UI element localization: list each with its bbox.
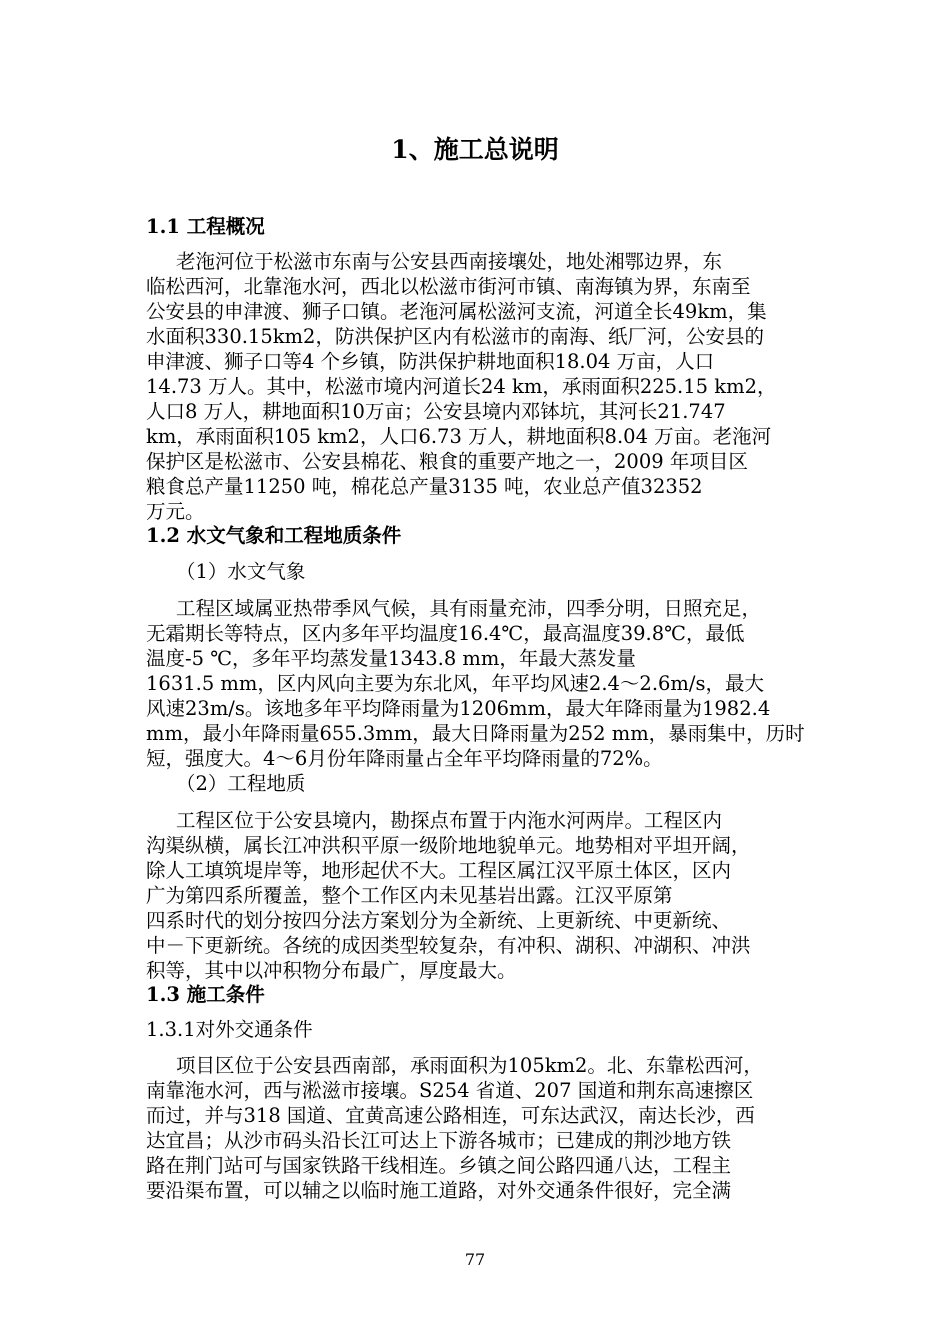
paragraph-line: 要沿渠布置，可以辅之以临时施工道路，对外交通条件很好，完全满 <box>146 1179 732 1202</box>
paragraph-line: 1631.5 mm，区内风向主要为东北风，年平均风速2.4～2.6m/s，最大 <box>146 672 765 695</box>
paragraph-line: 粮食总产量11250 吨，棉花总产量3135 吨，农业总产值32352 <box>146 475 703 498</box>
subsection-label: 1.3.1对外交通条件 <box>146 1018 313 1041</box>
document-title: 1、施工总说明 <box>391 135 559 164</box>
paragraph-line: mm，最小年降雨量655.3mm，最大日降雨量为252 mm，暴雨集中，历时 <box>146 722 805 745</box>
paragraph-line: 人口8 万人，耕地面积10万亩；公安县境内邓钵坑，其河长21.747 <box>146 400 726 423</box>
paragraph-line: 风速23m/s。该地多年平均降雨量为1206mm，最大年降雨量为1982.4 <box>146 697 771 720</box>
section-heading-1-3: 1.3 施工条件 <box>146 983 265 1006</box>
paragraph-line: 积等，其中以冲积物分布最广，厚度最大。 <box>146 959 517 982</box>
paragraph-line: 温度-5 ℃，多年平均蒸发量1343.8 mm，年最大蒸发量 <box>146 647 636 670</box>
paragraph-line: 沟渠纵横，属长江冲洪积平原一级阶地地貌单元。地势相对平坦开阔， <box>146 834 751 857</box>
paragraph-line: 路在荆门站可与国家铁路干线相连。乡镇之间公路四通八达，工程主 <box>146 1154 732 1177</box>
paragraph-line: 老沲河位于松滋市东南与公安县西南接壤处，地处湘鄂边界，东 <box>176 250 723 273</box>
paragraph-line: 中－下更新统。各统的成因类型较复杂，有冲积、湖积、冲湖积、冲洪 <box>146 934 751 957</box>
paragraph-line: 万元。 <box>146 500 205 523</box>
paragraph-line: 保护区是松滋市、公安县棉花、粮食的重要产地之一，2009 年项目区 <box>146 450 748 473</box>
paragraph-line: 公安县的申津渡、狮子口镇。老沲河属松滋河支流，河道全长49km，集 <box>146 300 767 323</box>
paragraph-line: 而过，并与318 国道、宜黄高速公路相连，可东达武汉，南达长沙，西 <box>146 1104 755 1127</box>
paragraph-line: 申津渡、狮子口等4 个乡镇，防洪保护耕地面积18.04 万亩，人口 <box>146 350 715 373</box>
paragraph-line: 14.73 万人。其中，松滋市境内河道长24 km，承雨面积225.15 km2， <box>146 375 777 398</box>
subsection-label: （1）水文气象 <box>176 560 306 583</box>
section-heading-1-1: 1.1 工程概况 <box>146 215 265 238</box>
paragraph-line: 临松西河，北靠沲水河，西北以松滋市街河市镇、南海镇为界，东南至 <box>146 275 751 298</box>
paragraph-line: 广为第四系所覆盖，整个工作区内未见基岩出露。江汉平原第 <box>146 884 673 907</box>
paragraph-line: 水面积330.15km2，防洪保护区内有松滋市的南海、纸厂河，公安县的 <box>146 325 764 348</box>
paragraph-line: 工程区位于公安县境内，勘探点布置于内沲水河两岸。工程区内 <box>176 809 723 832</box>
paragraph-line: 南靠沲水河，西与淞滋市接壤。S254 省道、207 国道和荆东高速擦区 <box>146 1079 754 1102</box>
paragraph-line: km，承雨面积105 km2，人口6.73 万人，耕地面积8.04 万亩。老沲河 <box>146 425 772 448</box>
paragraph-line: 无霜期长等特点，区内多年平均温度16.4℃，最高温度39.8℃，最低 <box>146 622 745 645</box>
paragraph-line: 四系时代的划分按四分法方案划分为全新统、上更新统、中更新统、 <box>146 909 732 932</box>
page-number: 77 <box>464 1250 486 1269</box>
paragraph-line: 除人工填筑堤岸等，地形起伏不大。工程区属江汉平原土体区，区内 <box>146 859 732 882</box>
paragraph-line: 项目区位于公安县西南部，承雨面积为105km2。北、东靠松西河， <box>176 1054 763 1077</box>
paragraph-line: 工程区域属亚热带季风气候，具有雨量充沛，四季分明，日照充足， <box>176 597 762 620</box>
section-heading-1-2: 1.2 水文气象和工程地质条件 <box>146 524 402 547</box>
paragraph-line: 达宜昌；从沙市码头沿长江可达上下游各城市；已建成的荆沙地方铁 <box>146 1129 732 1152</box>
subsection-label: （2）工程地质 <box>176 772 306 795</box>
paragraph-line: 短，强度大。4～6月份年降雨量占全年平均降雨量的72%。 <box>146 747 663 770</box>
